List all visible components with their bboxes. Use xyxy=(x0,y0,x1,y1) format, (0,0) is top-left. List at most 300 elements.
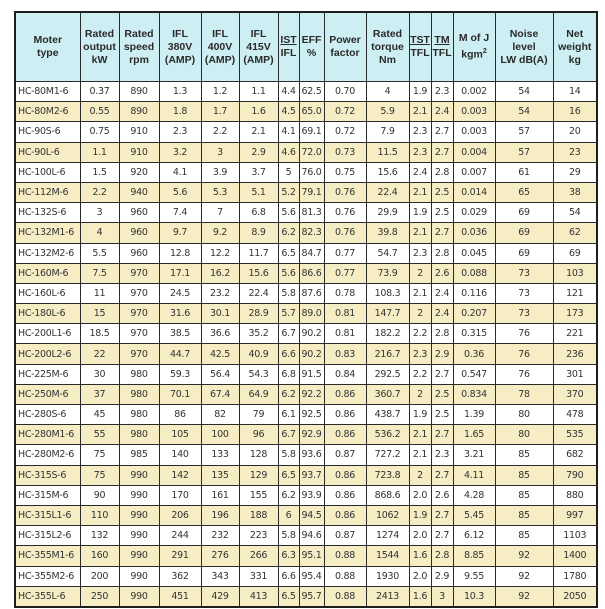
cell-noise: 69 xyxy=(495,203,553,223)
cell-output: 45 xyxy=(80,405,119,425)
cell-noise: 78 xyxy=(495,384,553,404)
cell-ifl400: 100 xyxy=(201,425,239,445)
cell-moj: 0.315 xyxy=(453,324,495,344)
table-body xyxy=(15,82,597,607)
cell-weight: 20 xyxy=(553,122,597,142)
table-row xyxy=(15,405,597,425)
cell-ifl380: 2.3 xyxy=(159,122,201,142)
table-row xyxy=(15,223,597,243)
cell-pf: 0.88 xyxy=(324,546,366,566)
cell-tm: 2.7 xyxy=(431,425,453,445)
cell-noise: 85 xyxy=(495,485,553,505)
cell-output: 160 xyxy=(80,546,119,566)
cell-moj: 0.007 xyxy=(453,162,495,182)
cell-type: HC-280M1-6 xyxy=(15,425,80,445)
cell-ifl400: 1.2 xyxy=(201,82,239,102)
cell-pf: 0.81 xyxy=(324,304,366,324)
cell-ifl415: 22.4 xyxy=(239,283,278,303)
cell-ifl400: 16.2 xyxy=(201,263,239,283)
cell-eff: 90.2 xyxy=(299,344,324,364)
table-row xyxy=(15,142,597,162)
cell-tst: 2 xyxy=(409,384,431,404)
cell-speed: 910 xyxy=(119,142,159,162)
cell-moj: 0.014 xyxy=(453,182,495,202)
cell-pf: 0.72 xyxy=(324,122,366,142)
column-header-ifl415 xyxy=(239,12,278,82)
cell-moj: 10.3 xyxy=(453,586,495,607)
cell-tm: 3 xyxy=(431,586,453,607)
header-ist-line1: IST xyxy=(280,34,297,46)
cell-ifl400: 9.2 xyxy=(201,223,239,243)
cell-pf: 0.86 xyxy=(324,384,366,404)
cell-torque: 360.7 xyxy=(366,384,409,404)
cell-moj: 0.547 xyxy=(453,364,495,384)
cell-tst: 2 xyxy=(409,465,431,485)
header-tm-line1: TM xyxy=(434,34,450,46)
cell-moj: 6.12 xyxy=(453,526,495,546)
column-header-torque xyxy=(366,12,409,82)
cell-output: 250 xyxy=(80,586,119,607)
cell-type: HC-80M2-6 xyxy=(15,102,80,122)
cell-eff: 87.6 xyxy=(299,283,324,303)
cell-ifl380: 3.2 xyxy=(159,142,201,162)
cell-ifl415: 35.2 xyxy=(239,324,278,344)
cell-pf: 0.83 xyxy=(324,344,366,364)
cell-ifl380: 451 xyxy=(159,586,201,607)
cell-pf: 0.77 xyxy=(324,263,366,283)
cell-torque: 2413 xyxy=(366,586,409,607)
cell-ifl415: 155 xyxy=(239,485,278,505)
header-ifl415-line3: (AMP) xyxy=(243,53,274,66)
cell-speed: 940 xyxy=(119,182,159,202)
cell-tm: 2.4 xyxy=(431,304,453,324)
cell-ist: 6.2 xyxy=(278,485,299,505)
cell-moj: 4.28 xyxy=(453,485,495,505)
cell-pf: 0.81 xyxy=(324,324,366,344)
cell-output: 0.75 xyxy=(80,122,119,142)
column-header-tst xyxy=(409,12,431,82)
cell-ifl400: 429 xyxy=(201,586,239,607)
cell-ist: 6.3 xyxy=(278,546,299,566)
cell-type: HC-355M1-6 xyxy=(15,546,80,566)
column-header-moj xyxy=(453,12,495,82)
cell-tst: 2.1 xyxy=(409,425,431,445)
cell-tm: 2.7 xyxy=(431,526,453,546)
cell-output: 37 xyxy=(80,384,119,404)
column-header-pf xyxy=(324,12,366,82)
cell-ifl400: 36.6 xyxy=(201,324,239,344)
cell-output: 5.5 xyxy=(80,243,119,263)
cell-moj: 3.21 xyxy=(453,445,495,465)
cell-torque: 1062 xyxy=(366,505,409,525)
cell-pf: 0.86 xyxy=(324,465,366,485)
cell-tm: 2.3 xyxy=(431,82,453,102)
header-pf-line2: factor xyxy=(330,47,360,59)
cell-speed: 990 xyxy=(119,546,159,566)
header-moj-sup: 2 xyxy=(482,48,487,56)
cell-type: HC-315L2-6 xyxy=(15,526,80,546)
cell-pf: 0.78 xyxy=(324,283,366,303)
cell-type: HC-315S-6 xyxy=(15,465,80,485)
table-row xyxy=(15,526,597,546)
cell-output: 4 xyxy=(80,223,119,243)
cell-tm: 2.7 xyxy=(431,465,453,485)
cell-type: HC-112M-6 xyxy=(15,182,80,202)
cell-type: HC-280M2-6 xyxy=(15,445,80,465)
header-noise-line3: LW dB(A) xyxy=(500,53,548,66)
cell-ifl380: 59.3 xyxy=(159,364,201,384)
cell-noise: 80 xyxy=(495,405,553,425)
cell-torque: 15.6 xyxy=(366,162,409,182)
cell-ifl380: 105 xyxy=(159,425,201,445)
table-row xyxy=(15,162,597,182)
header-noise-line1: Noise xyxy=(509,27,539,40)
cell-weight: 1400 xyxy=(553,546,597,566)
cell-ist: 6.2 xyxy=(278,223,299,243)
cell-torque: 147.7 xyxy=(366,304,409,324)
cell-pf: 0.73 xyxy=(324,142,366,162)
cell-ifl415: 1.1 xyxy=(239,82,278,102)
cell-eff: 93.6 xyxy=(299,445,324,465)
cell-type: HC-160M-6 xyxy=(15,263,80,283)
cell-tm: 2.7 xyxy=(431,122,453,142)
cell-type: HC-132S-6 xyxy=(15,203,80,223)
cell-speed: 920 xyxy=(119,162,159,182)
cell-output: 1.1 xyxy=(80,142,119,162)
cell-weight: 23 xyxy=(553,142,597,162)
cell-tst: 2.0 xyxy=(409,526,431,546)
cell-ist: 5.2 xyxy=(278,182,299,202)
cell-tm: 2.9 xyxy=(431,344,453,364)
cell-ifl380: 140 xyxy=(159,445,201,465)
cell-eff: 90.2 xyxy=(299,324,324,344)
table-row xyxy=(15,384,597,404)
cell-tm: 2.5 xyxy=(431,384,453,404)
cell-speed: 980 xyxy=(119,425,159,445)
cell-output: 75 xyxy=(80,465,119,485)
cell-speed: 980 xyxy=(119,405,159,425)
cell-type: HC-200L1-6 xyxy=(15,324,80,344)
cell-tst: 2.4 xyxy=(409,162,431,182)
cell-ifl400: 67.4 xyxy=(201,384,239,404)
cell-eff: 76.0 xyxy=(299,162,324,182)
header-pf-line1: Power xyxy=(329,34,361,46)
cell-tm: 2.6 xyxy=(431,263,453,283)
cell-ifl415: 5.1 xyxy=(239,182,278,202)
cell-speed: 960 xyxy=(119,203,159,223)
table-row xyxy=(15,586,597,607)
cell-ist: 5.8 xyxy=(278,526,299,546)
table-row xyxy=(15,283,597,303)
cell-eff: 84.7 xyxy=(299,243,324,263)
cell-ifl415: 79 xyxy=(239,405,278,425)
cell-pf: 0.84 xyxy=(324,364,366,384)
cell-speed: 970 xyxy=(119,283,159,303)
header-speed-line2: speed xyxy=(123,40,155,53)
cell-eff: 92.5 xyxy=(299,405,324,425)
cell-eff: 86.6 xyxy=(299,263,324,283)
column-header-eff xyxy=(299,12,324,82)
cell-speed: 910 xyxy=(119,122,159,142)
header-weight-line1: Net xyxy=(566,27,584,40)
cell-pf: 0.87 xyxy=(324,445,366,465)
cell-speed: 960 xyxy=(119,223,159,243)
cell-pf: 0.86 xyxy=(324,405,366,425)
cell-output: 11 xyxy=(80,283,119,303)
cell-torque: 1930 xyxy=(366,566,409,586)
header-weight-line2: weight xyxy=(558,40,592,53)
cell-ifl400: 23.2 xyxy=(201,283,239,303)
cell-pf: 0.86 xyxy=(324,485,366,505)
cell-ifl415: 54.3 xyxy=(239,364,278,384)
cell-output: 1.5 xyxy=(80,162,119,182)
table-row xyxy=(15,263,597,283)
cell-weight: 38 xyxy=(553,182,597,202)
cell-ist: 4.1 xyxy=(278,122,299,142)
cell-ist: 5.7 xyxy=(278,304,299,324)
column-header-ist xyxy=(278,12,299,82)
cell-tst: 2.3 xyxy=(409,122,431,142)
cell-ifl380: 1.3 xyxy=(159,82,201,102)
cell-moj: 0.003 xyxy=(453,122,495,142)
cell-ifl380: 7.4 xyxy=(159,203,201,223)
header-row xyxy=(15,12,597,82)
cell-output: 55 xyxy=(80,425,119,445)
cell-torque: 1544 xyxy=(366,546,409,566)
cell-eff: 79.1 xyxy=(299,182,324,202)
cell-speed: 970 xyxy=(119,344,159,364)
table-row xyxy=(15,445,597,465)
header-output-line3: kW xyxy=(91,53,108,66)
cell-tm: 2.7 xyxy=(431,223,453,243)
cell-ifl400: 343 xyxy=(201,566,239,586)
cell-ifl380: 9.7 xyxy=(159,223,201,243)
cell-weight: 535 xyxy=(553,425,597,445)
cell-type: HC-80M1-6 xyxy=(15,82,80,102)
cell-noise: 76 xyxy=(495,364,553,384)
header-type-line2: type xyxy=(36,47,59,59)
cell-weight: 478 xyxy=(553,405,597,425)
cell-eff: 81.3 xyxy=(299,203,324,223)
cell-moj: 0.045 xyxy=(453,243,495,263)
cell-tm: 2.7 xyxy=(431,364,453,384)
cell-weight: 997 xyxy=(553,505,597,525)
cell-moj: 1.39 xyxy=(453,405,495,425)
header-speed-line1: Rated xyxy=(124,27,154,40)
cell-moj: 0.003 xyxy=(453,102,495,122)
column-header-output xyxy=(80,12,119,82)
cell-type: HC-90L-6 xyxy=(15,142,80,162)
table-row xyxy=(15,82,597,102)
cell-torque: 73.9 xyxy=(366,263,409,283)
cell-eff: 95.1 xyxy=(299,546,324,566)
cell-noise: 85 xyxy=(495,526,553,546)
cell-eff: 94.5 xyxy=(299,505,324,525)
cell-weight: 221 xyxy=(553,324,597,344)
table-row xyxy=(15,304,597,324)
header-tst-line2: TFL xyxy=(410,47,430,59)
cell-tst: 2.3 xyxy=(409,243,431,263)
cell-ifl415: 96 xyxy=(239,425,278,445)
cell-ifl380: 142 xyxy=(159,465,201,485)
cell-eff: 69.1 xyxy=(299,122,324,142)
cell-ifl380: 38.5 xyxy=(159,324,201,344)
cell-tst: 1.9 xyxy=(409,405,431,425)
cell-weight: 301 xyxy=(553,364,597,384)
cell-noise: 92 xyxy=(495,586,553,607)
cell-torque: 216.7 xyxy=(366,344,409,364)
cell-ist: 5.6 xyxy=(278,203,299,223)
cell-ifl400: 56.4 xyxy=(201,364,239,384)
cell-tm: 2.5 xyxy=(431,405,453,425)
header-torque-line2: torque xyxy=(371,40,404,53)
header-speed-line3: rpm xyxy=(129,53,149,66)
cell-ifl415: 8.9 xyxy=(239,223,278,243)
cell-noise: 76 xyxy=(495,344,553,364)
table-row xyxy=(15,182,597,202)
cell-output: 200 xyxy=(80,566,119,586)
cell-ist: 6.1 xyxy=(278,405,299,425)
header-ifl415-line2: 415V xyxy=(246,40,271,53)
cell-tst: 2.3 xyxy=(409,142,431,162)
cell-tst: 2.2 xyxy=(409,324,431,344)
cell-ifl380: 86 xyxy=(159,405,201,425)
header-type-line1: Moter xyxy=(33,34,63,46)
cell-ifl400: 135 xyxy=(201,465,239,485)
cell-tm: 2.8 xyxy=(431,243,453,263)
cell-noise: 73 xyxy=(495,263,553,283)
column-header-ifl400 xyxy=(201,12,239,82)
cell-type: HC-132M1-6 xyxy=(15,223,80,243)
cell-output: 75 xyxy=(80,445,119,465)
cell-torque: 7.9 xyxy=(366,122,409,142)
cell-weight: 1103 xyxy=(553,526,597,546)
table-row xyxy=(15,364,597,384)
table-row xyxy=(15,102,597,122)
cell-speed: 990 xyxy=(119,485,159,505)
cell-tst: 1.6 xyxy=(409,546,431,566)
cell-ifl415: 40.9 xyxy=(239,344,278,364)
header-ifl380-line3: (AMP) xyxy=(164,53,196,66)
cell-ifl400: 196 xyxy=(201,505,239,525)
table-row xyxy=(15,122,597,142)
cell-moj: 9.55 xyxy=(453,566,495,586)
cell-pf: 0.76 xyxy=(324,203,366,223)
cell-ifl400: 12.2 xyxy=(201,243,239,263)
cell-tst: 2.1 xyxy=(409,182,431,202)
cell-ifl400: 42.5 xyxy=(201,344,239,364)
cell-output: 22 xyxy=(80,344,119,364)
cell-type: HC-250M-6 xyxy=(15,384,80,404)
cell-torque: 4 xyxy=(366,82,409,102)
cell-tst: 2.1 xyxy=(409,102,431,122)
cell-moj: 0.116 xyxy=(453,283,495,303)
cell-moj: 0.834 xyxy=(453,384,495,404)
header-eff-line2: % xyxy=(306,47,317,59)
cell-moj: 0.002 xyxy=(453,82,495,102)
cell-tm: 2.8 xyxy=(431,546,453,566)
cell-moj: 8.85 xyxy=(453,546,495,566)
cell-tst: 2.3 xyxy=(409,344,431,364)
cell-tst: 2.0 xyxy=(409,485,431,505)
table-row xyxy=(15,546,597,566)
header-ifl415-line1: IFL xyxy=(250,27,267,40)
cell-tm: 2.4 xyxy=(431,283,453,303)
cell-tst: 2.1 xyxy=(409,223,431,243)
cell-pf: 0.86 xyxy=(324,425,366,445)
cell-pf: 0.72 xyxy=(324,102,366,122)
cell-speed: 890 xyxy=(119,82,159,102)
cell-tm: 2.5 xyxy=(431,182,453,202)
cell-eff: 95.4 xyxy=(299,566,324,586)
cell-type: HC-315M-6 xyxy=(15,485,80,505)
cell-ifl380: 170 xyxy=(159,485,201,505)
motor-spec-table xyxy=(14,11,598,608)
cell-ifl400: 3.9 xyxy=(201,162,239,182)
cell-tm: 2.5 xyxy=(431,203,453,223)
header-weight-line3: kg xyxy=(568,53,581,66)
header-moj-line2: kgm xyxy=(461,48,483,61)
header-eff-line1: EFF xyxy=(301,34,322,46)
cell-noise: 85 xyxy=(495,445,553,465)
cell-ifl415: 413 xyxy=(239,586,278,607)
cell-noise: 69 xyxy=(495,243,553,263)
cell-ist: 5 xyxy=(278,162,299,182)
cell-pf: 0.75 xyxy=(324,162,366,182)
cell-ist: 4.4 xyxy=(278,82,299,102)
cell-torque: 182.2 xyxy=(366,324,409,344)
cell-tm: 2.3 xyxy=(431,445,453,465)
cell-noise: 65 xyxy=(495,182,553,202)
cell-output: 15 xyxy=(80,304,119,324)
cell-torque: 54.7 xyxy=(366,243,409,263)
header-tst-line1: TST xyxy=(410,34,430,46)
cell-output: 7.5 xyxy=(80,263,119,283)
cell-type: HC-225M-6 xyxy=(15,364,80,384)
header-ifl400-line3: (AMP) xyxy=(204,53,236,66)
column-header-weight xyxy=(553,12,597,82)
cell-moj: 0.207 xyxy=(453,304,495,324)
cell-type: HC-355M2-6 xyxy=(15,566,80,586)
cell-moj: 0.004 xyxy=(453,142,495,162)
cell-ist: 6.2 xyxy=(278,384,299,404)
cell-ifl415: 1.6 xyxy=(239,102,278,122)
cell-ifl400: 133 xyxy=(201,445,239,465)
table-row xyxy=(15,344,597,364)
cell-ist: 6.7 xyxy=(278,324,299,344)
header-output-line2: output xyxy=(83,40,116,53)
header-moj-line1: M of J xyxy=(458,32,490,45)
cell-weight: 173 xyxy=(553,304,597,324)
table-row xyxy=(15,203,597,223)
cell-ifl380: 70.1 xyxy=(159,384,201,404)
cell-tm: 2.7 xyxy=(431,142,453,162)
cell-tm: 2.8 xyxy=(431,162,453,182)
cell-noise: 73 xyxy=(495,304,553,324)
cell-pf: 0.70 xyxy=(324,82,366,102)
cell-ist: 6.6 xyxy=(278,344,299,364)
cell-output: 2.2 xyxy=(80,182,119,202)
cell-noise: 57 xyxy=(495,122,553,142)
cell-tst: 2 xyxy=(409,263,431,283)
cell-type: HC-90S-6 xyxy=(15,122,80,142)
cell-ifl415: 3.7 xyxy=(239,162,278,182)
cell-speed: 970 xyxy=(119,304,159,324)
cell-ifl415: 129 xyxy=(239,465,278,485)
cell-torque: 868.6 xyxy=(366,485,409,505)
table-row xyxy=(15,465,597,485)
column-header-type xyxy=(15,12,80,82)
